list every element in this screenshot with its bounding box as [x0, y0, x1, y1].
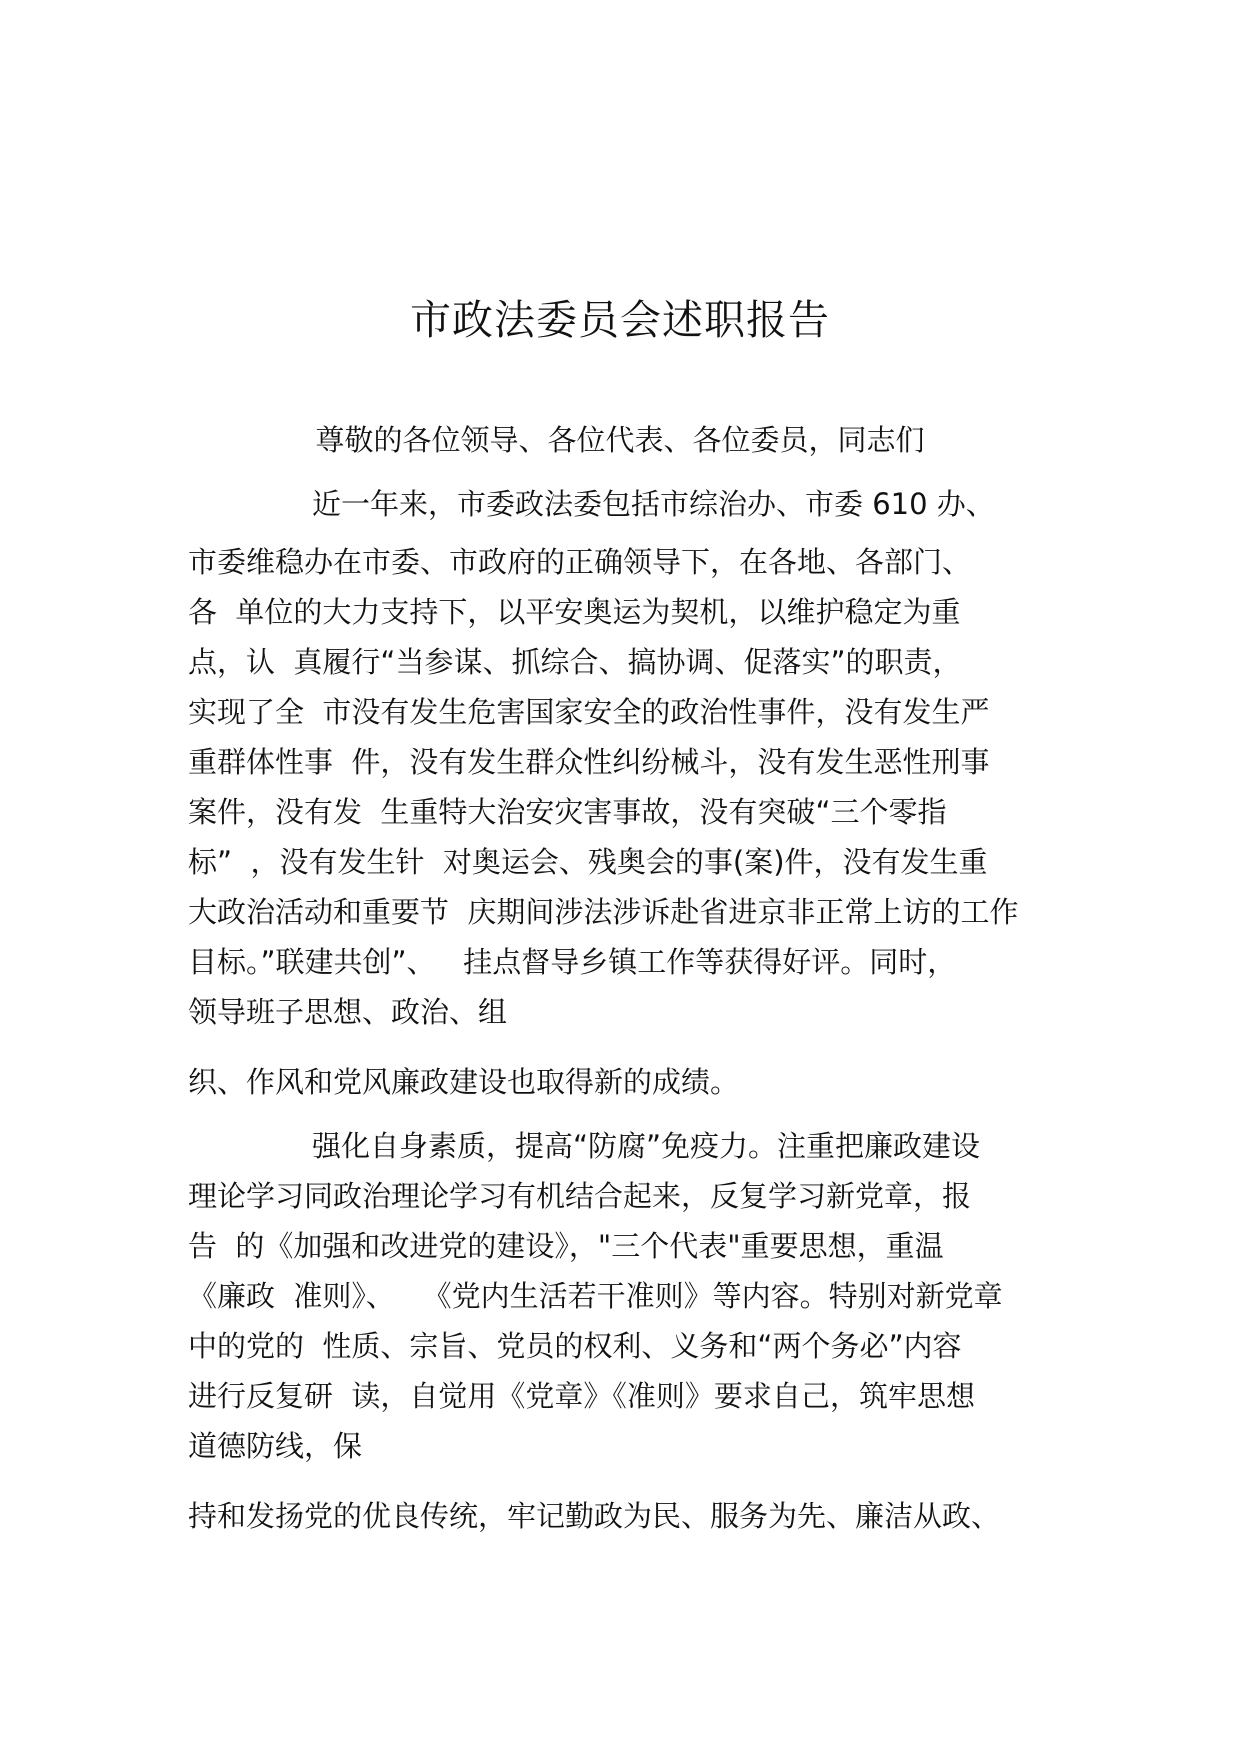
paragraph-2-line-2: 理论学习同政治理论学习有机结合起来，反复学习新党章，报: [188, 1179, 972, 1213]
paragraph-1-line-5: 实现了全 市没有发生危害国家安全的政治性事件，没有发生严: [188, 695, 990, 729]
paragraph-2-line-4: 《廉政 准则》、 《党内生活若干准则》等内容。特别对新党章: [188, 1279, 1003, 1313]
paragraph-1-line-8: 标” ，没有发生针 对奥运会、残奥会的事(案)件，没有发生重: [188, 845, 988, 879]
paragraph-2-line-1: 强化自身素质，提高“防腐”免疫力。注重把廉政建设: [312, 1129, 981, 1163]
paragraph-1-line-1: 近一年来，市委政法委包括市综治办、市委 610 办、: [312, 487, 995, 521]
paragraph-2-line-5: 中的党的 性质、宗旨、党员的权利、义务和“两个务必”内容: [188, 1329, 962, 1363]
paragraph-1-line-10: 目标。”联建共创”、 挂点督导乡镇工作等获得好评。同时，: [188, 945, 957, 979]
paragraph-1-line-7: 案件，没有发 生重特大治安灾害事故，没有突破“三个零指: [188, 795, 947, 829]
paragraph-1-line-11: 领导班子思想、政治、组: [188, 995, 508, 1029]
paragraph-1-line-9: 大政治活动和重要节 庆期间涉法涉诉赴省进京非正常上访的工作: [188, 895, 1019, 929]
paragraph-1-continued: 织、作风和党风廉政建设也取得新的成绩。: [188, 1065, 740, 1099]
paragraph-2-line-7: 道德防线，保: [188, 1429, 363, 1463]
paragraph-2-line-6: 进行反复研 读，自觉用《党章》《准则》要求自己，筑牢思想: [188, 1379, 975, 1413]
paragraph-1-line-6: 重群体性事 件，没有发生群众性纠纷械斗，没有发生恶性刑事: [188, 745, 990, 779]
paragraph-2-line-3: 告 的《加强和改进党的建设》，"三个代表"重要思想，重温: [188, 1229, 944, 1263]
paragraph-2-continued: 持和发扬党的优良传统，牢记勤政为民、服务为先、廉洁从政、: [188, 1499, 1001, 1533]
paragraph-1-line-4: 点，认 真履行“当参谋、抓综合、搞协调、促落实”的职责，: [188, 645, 962, 679]
greeting-line: 尊敬的各位领导、各位代表、各位委员，同志们: [315, 423, 925, 457]
paragraph-1-line-3: 各 单位的大力支持下，以平安奥运为契机，以维护稳定为重: [188, 595, 961, 629]
document-title: 市政法委员会述职报告: [410, 296, 830, 344]
paragraph-1-line-2: 市委维稳办在市委、市政府的正确领导下，在各地、各部门、: [188, 545, 972, 579]
